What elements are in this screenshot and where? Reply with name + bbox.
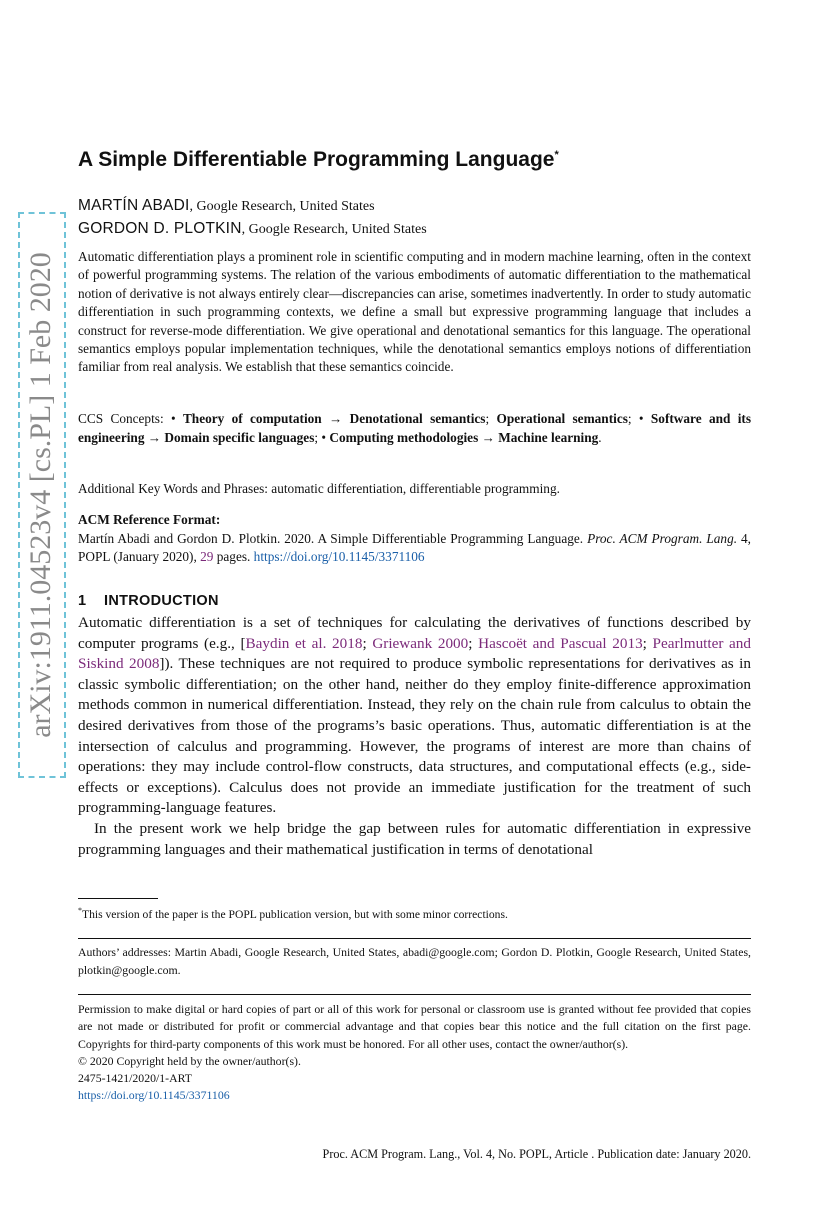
footnote-mark: * (78, 906, 82, 915)
citation-separator: ; (468, 634, 479, 652)
page-footer: Proc. ACM Program. Lang., Vol. 4, No. POPL, Article . Publication date: January 2020. (322, 1147, 751, 1161)
author-line (78, 218, 751, 241)
title-text: A Simple Differentiable Programming Language (78, 148, 555, 171)
divider (78, 938, 751, 939)
ccs-end: . (598, 429, 602, 445)
permission-notice (78, 1001, 751, 1105)
citation-link[interactable]: Hascoët and Pascual 2013 (478, 634, 643, 652)
footnote-rule (78, 898, 158, 899)
introduction-body (78, 613, 751, 860)
ccs-concepts (78, 410, 751, 447)
section-number: 1 (78, 593, 87, 609)
paragraph-text: ]). These techniques are not required to produce symbolic representations for derivatives as in classic symbolic differentiation; on the other hand, neither do they employ finite-difference approximation methods common in numerical differentiation. Instead, they rely on the chain rule from calculus to obtain the desired derivatives from those of the programs’s basic operations. Thus, automatic differentiation is at the intersection of calculus and programming. However, the programs of interest are more than chains of operations: they may include control-flow constructs, data structures, and computational effects (e.g., side-effects or exceptions). Calculus does not provide an immediate justification for the treatment of such programming-language features. (78, 655, 751, 817)
footnote (78, 903, 751, 923)
keywords: Additional Key Words and Phrases: automatic differentiation, differentiable programming. (78, 481, 560, 496)
ccs-concept: Theory of computation → Denotational semantics (182, 411, 486, 426)
footnote-text: This version of the paper is the POPL publication version, but with some minor corrections. (82, 907, 508, 921)
reference-journal: Proc. ACM Program. Lang. (587, 530, 738, 546)
paper-title (78, 141, 751, 174)
paragraph-text: Automatic differentiation is a set of techniques for calculating the derivatives of functions described by computer programs (e.g., [ (78, 614, 751, 652)
acm-reference-format (78, 511, 751, 567)
citation-separator: ; (642, 634, 653, 652)
permission-text: Permission to make digital or hard copies of part or all of this work for personal or classroom use is granted without fee provided that copies are not made or distributed for profit or commercial advantage and that copies bear this notice and the full citation on the first page. Copyrights for third-party components of this work must be honored. For all other uses, contact the owner/author(s). (78, 1002, 751, 1051)
ccs-label: CCS Concepts: • (78, 411, 176, 426)
author-affiliation: , Google Research, United States (241, 222, 427, 237)
citation-link[interactable]: Baydin et al. 2018 (245, 634, 363, 652)
section-heading (78, 591, 751, 611)
author-line (78, 195, 751, 218)
citation-link[interactable]: Pearlmutter and Siskind 2008 (78, 634, 751, 673)
author-list (78, 195, 751, 241)
issn-line: 2475-1421/2020/1-ART (78, 1071, 192, 1086)
abstract: Automatic differentiation plays a prominent role in scientific computing and in modern machine learning, often in the context of powerful programming systems. The relation of the various embodiments of automatic differentiation to the mathematical notion of derivative is not always entirely clear—discrepancies can arise, sometimes inadvertently. In order to study automatic differentiation in such programming contexts, we define a small but expressive programming language that includes a construct for reverse-mode differentiation. We give operational and denotational semantics for this language. The operational semantics employs popular implementation techniques, while the denotational semantics employs notions of differentiation familiar from real analysis. We establish that these semantics coincide. (78, 249, 751, 375)
author-name: GORDON D. PLOTKIN (78, 220, 242, 237)
citation-separator: ; (362, 634, 373, 652)
ccs-separator: ; • (314, 429, 330, 445)
paragraph: In the present work we help bridge the gap between rules for automatic differentiation in expressive programming languages and their mathematical justification in terms of denotational (78, 819, 751, 858)
arxiv-stamp-label: arXiv:1911.04523v4 [cs.PL] 1 Feb 2020 (24, 252, 57, 738)
title-footnote-mark: * (554, 149, 559, 161)
ccs-concept: Computing methodologies → Machine learning (329, 429, 599, 445)
ccs-separator: ; • (627, 411, 651, 426)
section-title: INTRODUCTION (104, 593, 219, 609)
doi-link[interactable]: https://doi.org/10.1145/3371106 (253, 549, 425, 565)
copyright-line: © 2020 Copyright held by the owner/author(s). (78, 1053, 301, 1068)
ccs-concept: Operational semantics (496, 411, 628, 426)
citation-link[interactable]: Griewank 2000 (372, 634, 469, 652)
doi-link[interactable]: https://doi.org/10.1145/3371106 (78, 1088, 230, 1103)
paragraph (78, 613, 751, 819)
reference-text: 4, POPL (January 2020), (78, 530, 751, 565)
divider (78, 994, 751, 995)
author-name: MARTÍN ABADI (78, 197, 190, 214)
pages-link[interactable]: 29 (200, 549, 214, 565)
reference-text: pages. (213, 549, 254, 565)
ccs-concept: Software and its engineering → Domain specific languages (78, 411, 751, 445)
author-affiliation: , Google Research, United States (189, 199, 375, 214)
reference-text: Martín Abadi and Gordon D. Plotkin. 2020. A Simple Differentiable Programming Language. (78, 530, 588, 546)
ccs-separator: ; (485, 411, 497, 426)
acm-reference-heading: ACM Reference Format: (78, 512, 221, 527)
authors-addresses: Authors’ addresses: Martin Abadi, Google Research, United States, abadi@google.com; Gordon D. Plotkin, Google Research, United States, plotkin@google.com. (78, 945, 751, 977)
